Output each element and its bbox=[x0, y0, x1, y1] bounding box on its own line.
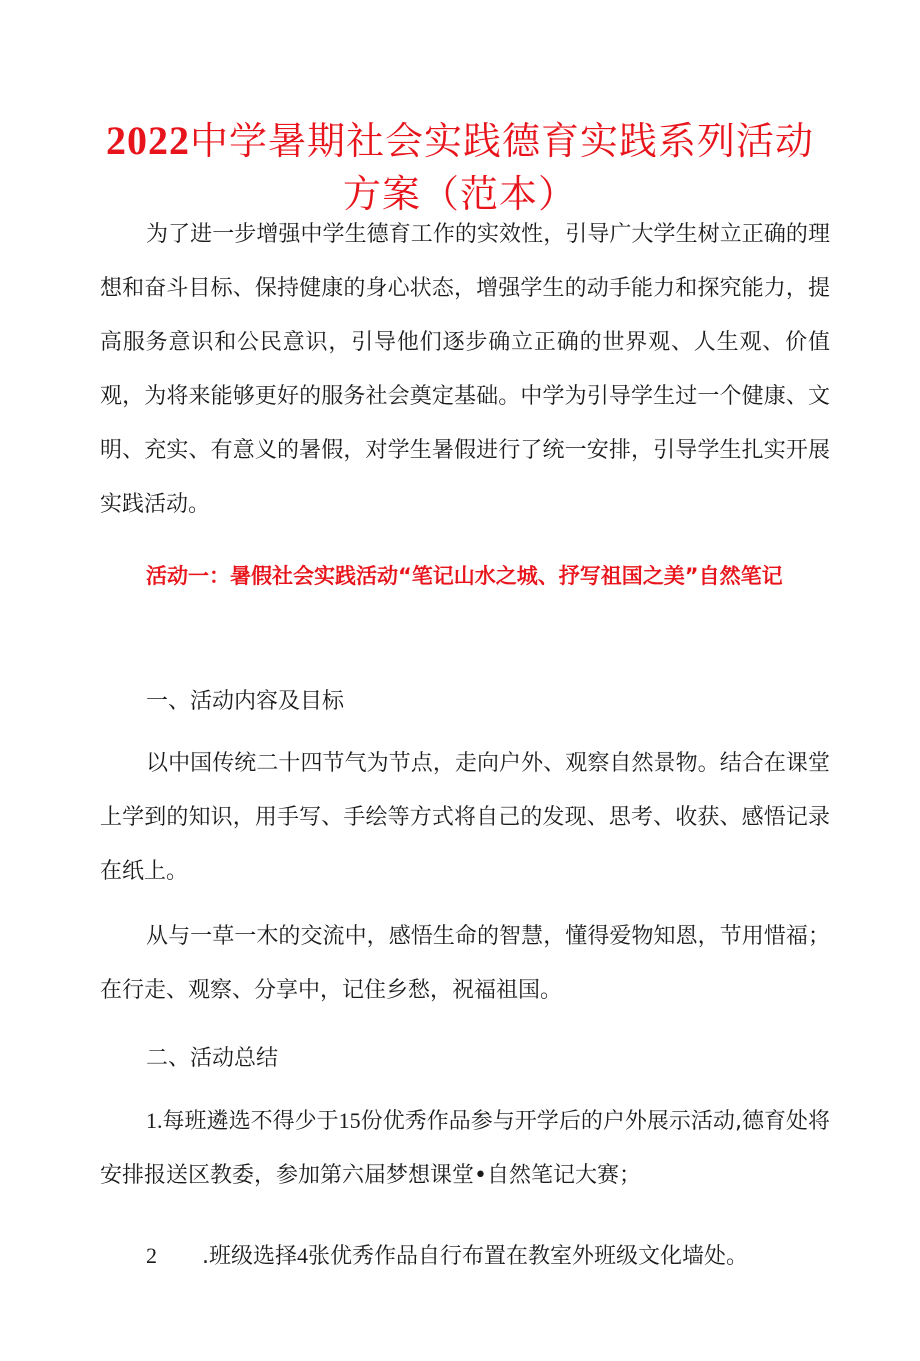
summary-item-1 bbox=[100, 1094, 830, 1203]
item2-text-b: 张优秀作品自行布置在教室外班级文化墙处。 bbox=[308, 1244, 749, 1269]
item1-text-b: 份优秀作品参与开学后的户外展示活动,德育处将安排报送区教委，参加第六届梦想课堂•自然笔记大赛； bbox=[100, 1109, 830, 1188]
section1-paragraph2: 从与一草一木的交流中，感悟生命的智慧，懂得爱物知恩，节用惜福；在行走、观察、分享中，记住乡愁，祝福祖国。 bbox=[100, 924, 830, 1003]
section2-title: 二、活动总结 bbox=[146, 1046, 279, 1071]
activity1-heading: 活动一：暑假社会实践活动“笔记山水之城、抒写祖国之美”自然笔记 bbox=[146, 564, 783, 588]
document-title-line1 bbox=[0, 118, 920, 164]
intro-paragraph: 为了进一步增强中学生德育工作的实效性，引导广大学生树立正确的理想和奋斗目标、保持健康的身心状态，增强学生的动手能力和探究能力，提高服务意识和公民意识，引导他们逐步确立正确的世界观、人生观、价值观，为将来能够更好的服务社会奠定基础。中学为引导学生过一个健康、文明、充实、有意义的暑假，对学生暑假进行了统一安排，引导学生扎实开展实践活动。 bbox=[100, 222, 830, 517]
item2-number: 2 bbox=[146, 1243, 157, 1268]
section1-title: 一、活动内容及目标 bbox=[146, 689, 345, 714]
item1-number: 1. bbox=[146, 1108, 163, 1133]
item2-count: 4 bbox=[297, 1243, 308, 1268]
item1-text-a: 每班遴选不得少于 bbox=[162, 1109, 339, 1134]
summary-item-2 bbox=[146, 1245, 748, 1268]
title-text: 中学暑期社会实践德育实践系列活动 bbox=[189, 119, 814, 164]
section1-paragraph1: 以中国传统二十四节气为节点，走向户外、观察自然景物。结合在课堂上学到的知识，用手写、手绘等方式将自己的发现、思考、收获、感悟记录在纸上。 bbox=[100, 751, 830, 884]
document-title-line2: 方案（范本） bbox=[342, 172, 577, 217]
title-year: 2022 bbox=[105, 118, 190, 164]
item1-count: 15 bbox=[338, 1108, 361, 1133]
item2-text-a: .班级选择 bbox=[202, 1244, 297, 1269]
